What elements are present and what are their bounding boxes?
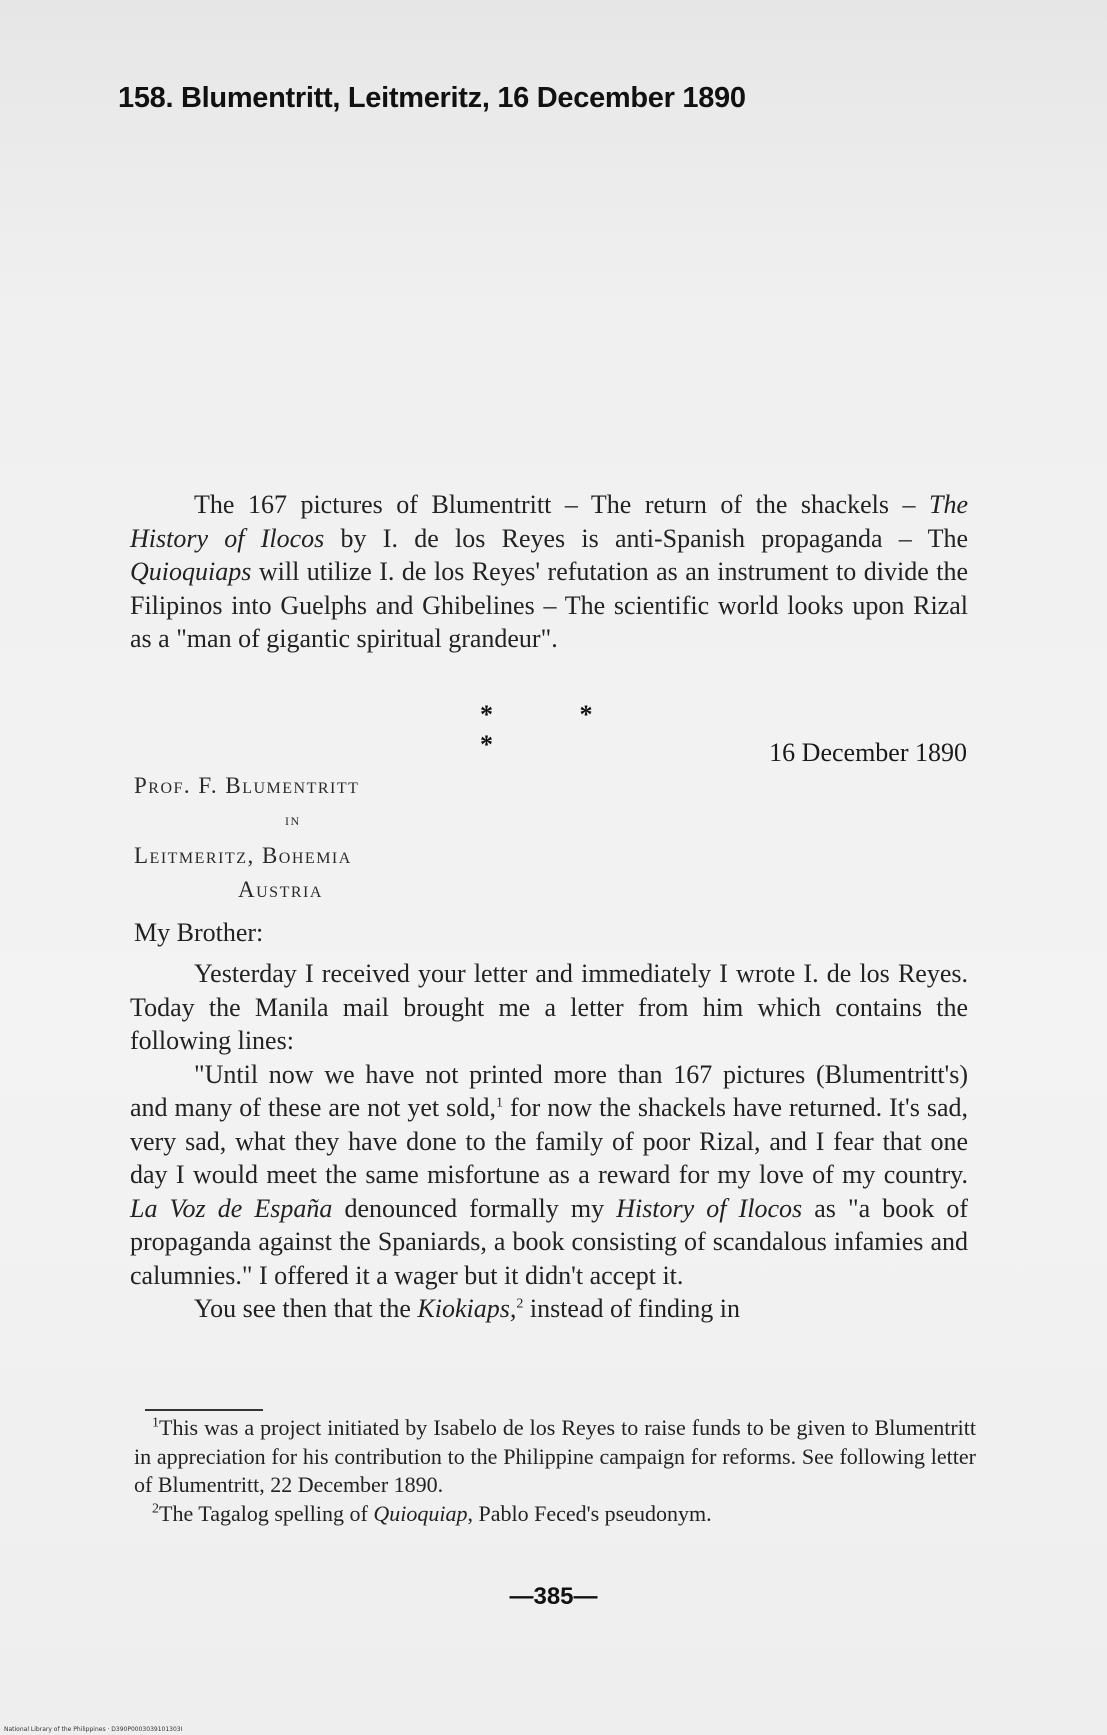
p2-text-a: "Until now we have not printed more than 167 pictures (Blumentritt's) and many of these are not yet sold, [130, 1059, 968, 1122]
footnote-2 [134, 1500, 976, 1529]
p2-title-2: History of Ilocos [616, 1193, 803, 1223]
letter-body [130, 957, 968, 1326]
letter-date: 16 December 1890 [769, 738, 967, 767]
p3-text-b: instead of finding in [523, 1294, 740, 1323]
footnote-1-mark: 1 [152, 1415, 159, 1431]
footnote-1 [134, 1414, 976, 1500]
address-line-1: Prof. F. Blumentritt [134, 773, 360, 798]
address-line-4: Austria [238, 877, 323, 902]
archive-footer: National Library of the Philippines · D390P0003039101303I [4, 1726, 183, 1733]
address-line-2: in [285, 810, 301, 829]
section-separator: * * * [480, 700, 633, 759]
p2-text-c: denounced formally my [332, 1193, 617, 1223]
p3-title: Kiokiaps, [417, 1294, 517, 1323]
address-line-3: Leitmeritz, Bohemia [134, 843, 352, 868]
footnotes [134, 1414, 976, 1528]
p2-text-b: for now the shackels have returned. It's sad, very sad, what they have done to the family of poor Rizal, and I fear that one day I would meet the same misfortune as a reward for my love of my country. [130, 1093, 968, 1189]
summary-text-2: by I. de los Reyes is anti-Spanish propaganda – The [324, 523, 968, 553]
footnote-ref-1: 1 [495, 1095, 503, 1111]
body-paragraph-3 [130, 1292, 968, 1326]
p3-text-a: You see then that the [194, 1294, 418, 1323]
page-number: —385— [509, 1583, 598, 1610]
footnote-ref-2: 2 [516, 1296, 524, 1312]
body-paragraph-1: Yesterday I received your letter and immediately I wrote I. de los Reyes. Today the Manila mail brought me a letter from him which contains the following lines: [130, 959, 968, 1055]
summary-title-2: Quioquiaps [130, 557, 252, 586]
footnote-2-mark: 2 [152, 1501, 159, 1517]
footnote-1-text: This was a project initiated by Isabelo de los Reyes to raise funds to be given to Blumentritt in appreciation for his contribution to the Philippine campaign for reforms. See following letter of Blumentritt, 22 December 1890. [134, 1415, 976, 1497]
p2-title-1: La Voz de España [130, 1193, 333, 1223]
summary-text-3: will utilize I. de los Reyes' refutation as an instrument to divide the Filipinos into Guelphs and Ghibelines – The scientific world looks upon Rizal as a "man of gigantic spiritual grandeur". [130, 557, 968, 653]
summary-text-1: The 167 pictures of Blumentritt – The return of the shackels – [194, 490, 929, 519]
p2-text-d: as "a book of propaganda against the Spaniards, a book consisting of scandalous infamies and calumnies." I offered it a wager but it didn't accept it. [130, 1193, 969, 1290]
letter-summary [130, 488, 968, 656]
letter-heading: 158. Blumentritt, Leitmeritz, 16 December 1890 [118, 82, 746, 114]
footnote-2-text-b: , Pablo Feced's pseudonym. [467, 1500, 712, 1526]
salutation: My Brother: [134, 918, 264, 947]
footnote-2-text-a: The Tagalog spelling of [159, 1500, 374, 1526]
summary-title-1: The History of Ilocos [130, 490, 968, 553]
footnote-divider [145, 1409, 263, 1411]
body-paragraph-2 [130, 1058, 968, 1293]
footnote-2-title: Quioquiap [373, 1500, 468, 1526]
